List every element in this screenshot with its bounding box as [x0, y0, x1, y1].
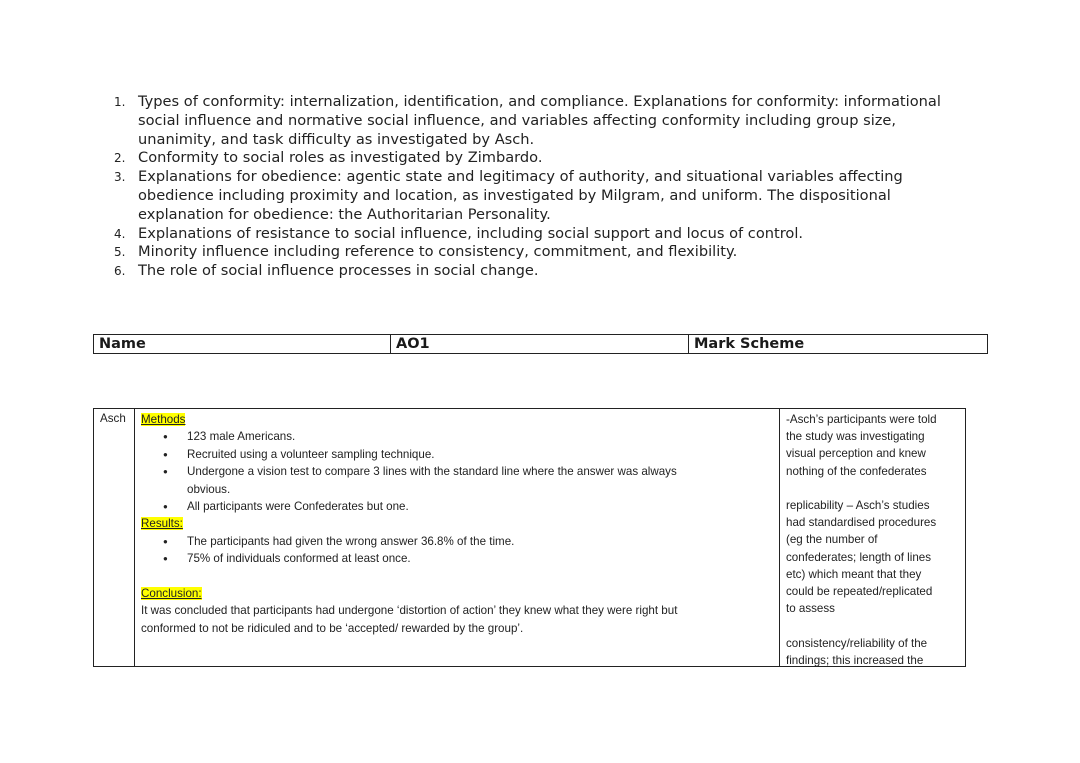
- topic-number: 2.: [114, 151, 126, 166]
- topic-number: 6.: [114, 264, 126, 279]
- conclusion-line: It was concluded that participants had undergone ‘distortion of action’ they knew what they were right but: [141, 604, 678, 618]
- topic-item: [110, 168, 970, 224]
- topic-number: 3.: [114, 170, 126, 185]
- topic-text: Explanations for obedience: agentic state and legitimacy of authority, and situational variables affecting obedience including proximity and location, as investigated by Milgram, and uniform. The dispositional explanation for obedience: the Authoritarian Personality.: [138, 168, 903, 223]
- topic-text: Explanations of resistance to social influence, including social support and locus of control.: [138, 224, 804, 242]
- mark-note-line: findings; this increased the: [786, 653, 924, 667]
- mark-note-line: nothing of the confederates: [786, 464, 927, 478]
- mark-scheme-cell: [780, 409, 965, 666]
- mark-note-line: had standardised procedures: [786, 516, 937, 530]
- mark-note-line: visual perception and knew: [786, 447, 926, 461]
- mark-note-line: to assess: [786, 602, 835, 616]
- conclusion-line: conformed to not be ridiculed and to be ‘accepted/ rewarded by the group’.: [141, 621, 524, 635]
- study-table: [93, 408, 966, 667]
- header-name-cell: Name: [94, 335, 391, 353]
- topic-text: Minority influence including reference to consistency, commitment, and flexibility.: [138, 243, 738, 261]
- mark-note-line: the study was investigating: [786, 430, 925, 444]
- mark-note-line: -Asch’s participants were told: [786, 413, 937, 426]
- results-heading: Results:: [141, 517, 183, 531]
- topic-text: The role of social influence processes in social change.: [138, 262, 539, 280]
- header-mark-scheme-cell: Mark Scheme: [694, 336, 805, 352]
- results-bullet: ● The participants had given the wrong answer 36.8% of the time.: [141, 533, 779, 550]
- methods-bullet-continuation: obvious.: [187, 482, 231, 496]
- topic-item: [110, 243, 970, 262]
- mark-note-line: could be repeated/replicated: [786, 585, 933, 599]
- topic-number: 4.: [114, 226, 126, 241]
- topic-item: [110, 262, 970, 281]
- topic-number: 1.: [114, 95, 126, 109]
- study-label-cell: Asch: [94, 409, 135, 666]
- conclusion-heading: Conclusion:: [141, 587, 202, 601]
- mark-note-line: consistency/reliability of the: [786, 636, 928, 650]
- mark-note-line: (eg the number of: [786, 533, 878, 547]
- results-bullet: ● 75% of individuals conformed at least once.: [141, 550, 779, 567]
- methods-bullet: ● All participants were Confederates but one.: [141, 498, 779, 515]
- mark-note-line: confederates; length of lines: [786, 550, 932, 564]
- header-ao1-cell: AO1: [391, 335, 689, 353]
- mark-note-line: replicability – Asch’s studies: [786, 499, 930, 512]
- topic-item: [110, 225, 970, 244]
- methods-bullet: ● Undergone a vision test to compare 3 lines with the standard line where the answer was always: [141, 463, 779, 480]
- topic-text: Conformity to social roles as investigated by Zimbardo.: [138, 149, 543, 167]
- methods-bullet: ● Recruited using a volunteer sampling technique.: [141, 446, 779, 463]
- topic-item: [110, 93, 970, 149]
- methods-bullet: ● 123 male Americans.: [141, 428, 779, 445]
- topic-number: 5.: [114, 245, 126, 260]
- topic-item: [110, 149, 970, 168]
- mark-note-line: etc) which meant that they: [786, 567, 922, 581]
- topic-list: [110, 93, 970, 281]
- topic-text: Types of conformity: internalization, identification, and compliance. Explanations for conformity: informational social influence and normative social influence, and variables affecting conformity including group size, unanimity, and task difficulty as investigated by Asch.: [138, 93, 941, 148]
- header-table: [93, 334, 988, 354]
- methods-heading: Methods: [141, 413, 186, 426]
- study-content-cell: [135, 409, 780, 666]
